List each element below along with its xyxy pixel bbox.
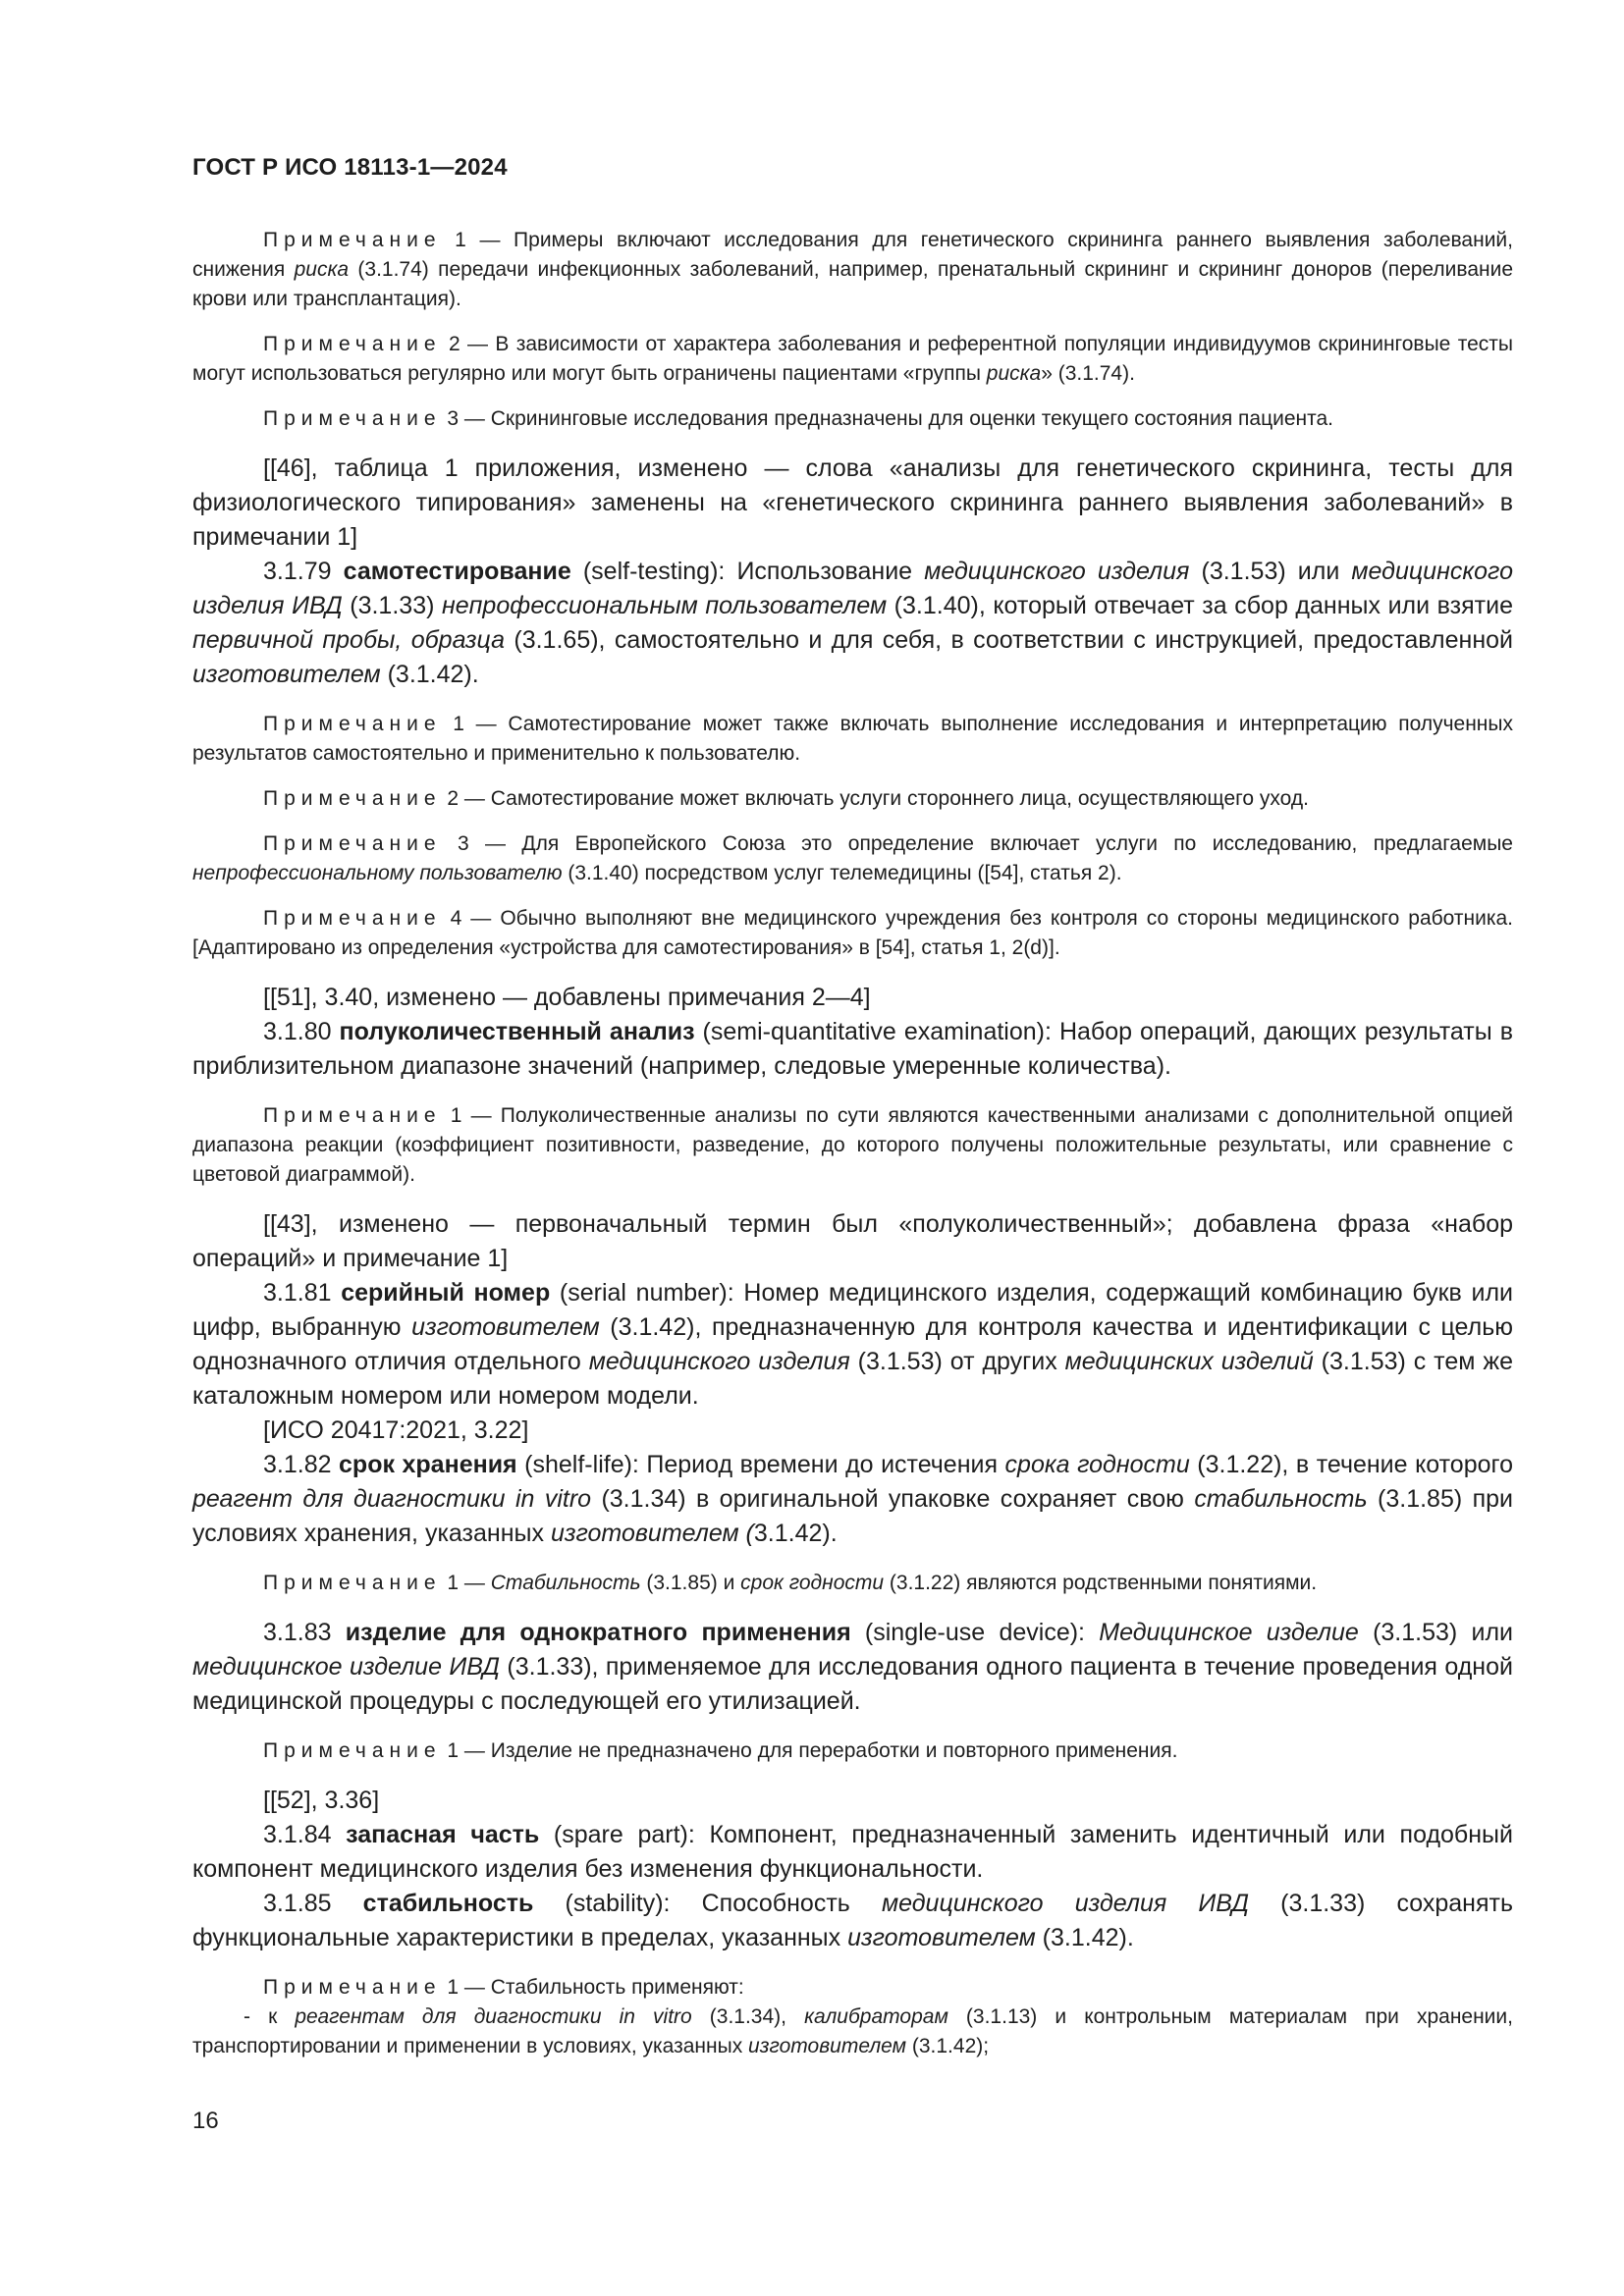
note-paragraph: Примечание 1 — Изделие не предназначено для переработки и повторного применения. xyxy=(263,1739,1178,1762)
document-body xyxy=(192,226,1513,2061)
note-label: Примечание xyxy=(263,1976,442,1999)
note-paragraph: Примечание 3 — Скрининговые исследования предназначены для оценки текущего состояния пациента. xyxy=(263,407,1334,430)
note-label: Примечание xyxy=(263,333,442,355)
source-reference: [[46], таблица 1 приложения, изменено — слова «анализы для генетического скрининга, тесты для физиологического типирования» заменены на «генетического скрининга раннего выявления заболеваний» в примечании 1] xyxy=(192,454,1513,551)
note-label: Примечание xyxy=(263,832,442,855)
term-definition: 3.1.79 самотестирование (self-testing): Использование медицинского изделия (3.1.53) или медицинского изделия ИВД (3.1.33) непрофессиональным пользователем (3.1.40), который отвечает за сбор данных или взятие первичной пробы, образца (3.1.65), самостоятельно и для себя, в соответствии с инструкцией, предоставленной изготовителем (3.1.42). xyxy=(192,558,1514,688)
note-paragraph: Примечание 3 — Для Европейского Союза это определение включает услуги по исследованию, предлагаемые непрофессиональному пользователю (3.1.40) посредством услуг телемедицины ([54], статья 2). xyxy=(192,832,1513,884)
term-name: полуколичественный анализ xyxy=(339,1018,695,1045)
note-paragraph: Примечание 1 — Стабильность применяют: xyxy=(263,1976,744,1999)
page-header: ГОСТ Р ИСО 18113-1—2024 xyxy=(192,154,508,181)
note-paragraph: Примечание 1 — Полуколичественные анализы по сути являются качественными анализами с дополнительной опцией диапазона реакции (коэффициент позитивности, разведение, до которого получены положительные результаты, или сравнение с цветовой диаграммой). xyxy=(192,1104,1513,1186)
note-paragraph: Примечание 1 — Самотестирование может также включать выполнение исследования и интерпретацию полученных результатов самостоятельно и применительно к пользователю. xyxy=(192,713,1513,765)
source-reference: [ИСО 20417:2021, 3.22] xyxy=(263,1416,529,1444)
note-paragraph: Примечание 2 — В зависимости от характера заболевания и референтной популяции индивидуумов скрининговые тесты могут использоваться регулярно или могут быть ограничены пациентами «группы риска» (3.1.74). xyxy=(192,333,1513,385)
term-name: самотестирование xyxy=(343,558,571,585)
term-definition: 3.1.80 полуколичественный анализ (semi-quantitative examination): Набор операций, дающих результаты в приблизительном диапазоне значений (например, следовые умеренные количества). xyxy=(192,1018,1513,1080)
source-reference: [[43], изменено — первоначальный термин был «полуколичественный»; добавлена фраза «набор операций» и примечание 1] xyxy=(192,1210,1513,1272)
note-label: Примечание xyxy=(263,407,442,430)
note-paragraph: Примечание 1 — Примеры включают исследования для генетического скрининга раннего выявления заболеваний, снижения риска (3.1.74) передачи инфекционных заболеваний, например, пренатальный скрининг и скрининг доноров (переливание крови или трансплантация). xyxy=(192,229,1514,310)
source-reference: [[52], 3.36] xyxy=(263,1787,380,1814)
term-definition: 3.1.84 запасная часть (spare part): Компонент, предназначенный заменить идентичный или подобный компонент медицинского изделия без изменения функциональности. xyxy=(192,1821,1513,1883)
note-label: Примечание xyxy=(263,787,442,810)
term-definition: 3.1.81 серийный номер (serial number): Номер медицинского изделия, содержащий комбинацию букв или цифр, выбранную изготовителем (3.1.42), предназначенную для контроля качества и идентификации с целью однозначного отличия отдельного медицинского изделия (3.1.53) от других медицинских изделий (3.1.53) с тем же каталожным номером или номером модели. xyxy=(192,1279,1514,1410)
note-paragraph: Примечание 1 — Стабильность (3.1.85) и срок годности (3.1.22) являются родственными понятиями. xyxy=(263,1572,1318,1594)
note-paragraph: Примечание 2 — Самотестирование может включать услуги стороннего лица, осуществляющего уход. xyxy=(263,787,1309,810)
note-label: Примечание xyxy=(263,1572,442,1594)
term-name: стабильность xyxy=(362,1890,534,1917)
term-name: изделие для однократного применения xyxy=(345,1619,851,1646)
list-item: - к реагентам для диагностики in vitro (3.1.34), калибраторам (3.1.13) и контрольным материалам при хранении, транспортировании и применении в условиях, указанных изготовителем (3.1.42); xyxy=(192,2005,1513,2057)
note-label: Примечание xyxy=(263,1104,442,1127)
term-definition: 3.1.82 срок хранения (shelf-life): Период времени до истечения срока годности (3.1.22), в течение которого реагент для диагностики in vitro (3.1.34) в оригинальной упаковке сохраняет свою стабильность (3.1.85) при условиях хранения, указанных изготовителем (3.1.42). xyxy=(192,1451,1513,1547)
term-name: срок хранения xyxy=(339,1451,517,1478)
source-reference: [[51], 3.40, изменено — добавлены примечания 2—4] xyxy=(263,984,871,1011)
note-label: Примечание xyxy=(263,1739,442,1762)
page-number: 16 xyxy=(192,2108,219,2134)
term-name: запасная часть xyxy=(346,1821,540,1848)
note-paragraph: Примечание 4 — Обычно выполняют вне медицинского учреждения без контроля со стороны медицинского работника. [Адаптировано из определения «устройства для самотестирования» в [54], статья 1, 2(d)]. xyxy=(192,907,1513,959)
note-label: Примечание xyxy=(263,713,442,735)
term-name: серийный номер xyxy=(341,1279,551,1307)
note-label: Примечание xyxy=(263,907,442,930)
note-label: Примечание xyxy=(263,229,442,251)
term-definition: 3.1.85 стабильность (stability): Способность медицинского изделия ИВД (3.1.33) сохранять функциональные характеристики в пределах, указанных изготовителем (3.1.42). xyxy=(192,1890,1514,1951)
term-definition: 3.1.83 изделие для однократного применения (single-use device): Медицинское изделие (3.1.53) или медицинское изделие ИВД (3.1.33), применяемое для исследования одного пациента в течение проведения одной медицинской процедуры с последующей его утилизацией. xyxy=(192,1619,1514,1715)
